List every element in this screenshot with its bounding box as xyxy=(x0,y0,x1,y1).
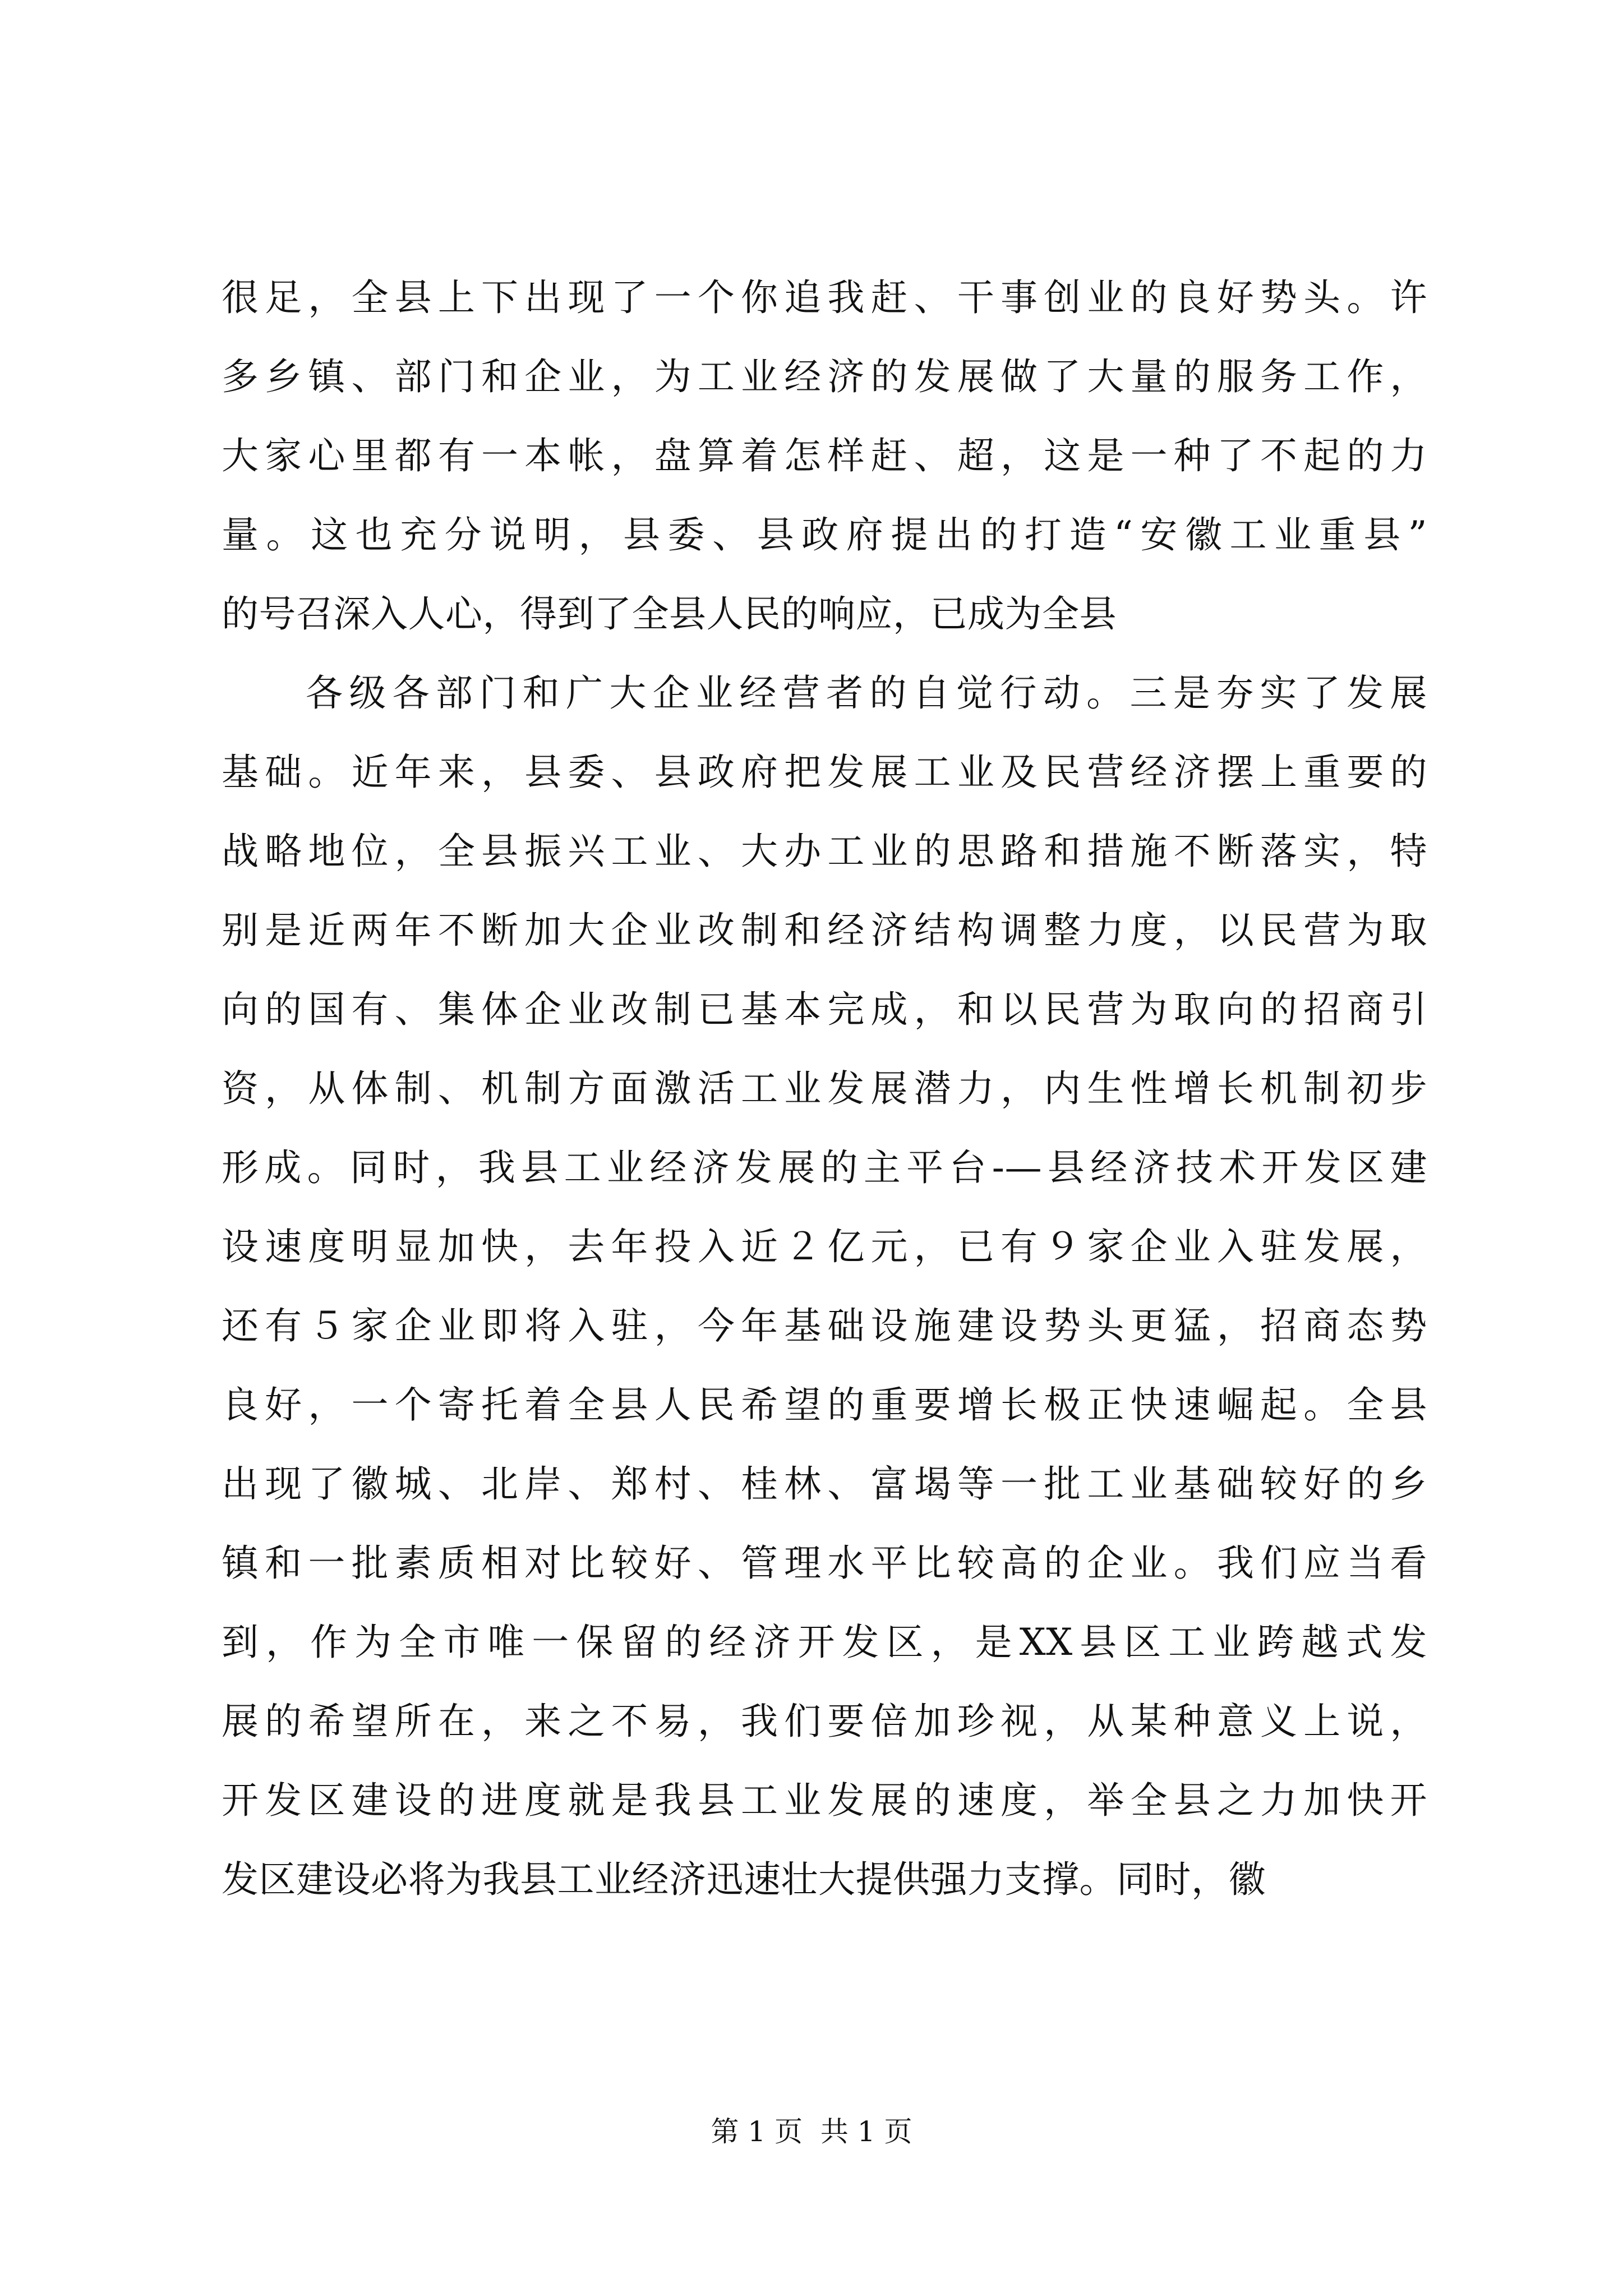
text-line: 的号召深入人心，得到了全县人民的响应，已成为全县 xyxy=(222,592,1117,636)
text-line: 到，作为全市唯一保留的经济开发区，是XX县区工业跨越式发 xyxy=(222,1621,1427,1664)
text-line: 量。这也充分说明，县委、县政府提出的打造“安徽工业重县” xyxy=(222,513,1427,556)
text-line: 很足，全县上下出现了一个你追我赶、干事创业的良好势头。许 xyxy=(222,276,1427,319)
text-line: 多乡镇、部门和企业，为工业经济的发展做了大量的服务工作， xyxy=(222,355,1427,398)
text-line: 开发区建设的进度就是我县工业发展的速度，举全县之力加快开 xyxy=(222,1779,1427,1822)
text-line: 展的希望所在，来之不易，我们要倍加珍视，从某种意义上说， xyxy=(222,1700,1427,1743)
text-line: 还有５家企业即将入驻，今年基础设施建设势头更猛，招商态势 xyxy=(222,1304,1427,1347)
text-line: 良好，一个寄托着全县人民希望的重要增长极正快速崛起。全县 xyxy=(222,1383,1427,1427)
body-text xyxy=(222,258,1427,1919)
text-line: 战略地位，全县振兴工业、大办工业的思路和措施不断落实，特 xyxy=(222,830,1427,873)
text-line: 设速度明显加快，去年投入近２亿元，已有９家企业入驻发展， xyxy=(222,1225,1427,1268)
text-line: 发区建设必将为我县工业经济迅速壮大提供强力支撑。同时，徽 xyxy=(222,1858,1266,1901)
text-line: 出现了徽城、北岸、郑村、桂林、富堨等一批工业基础较好的乡 xyxy=(222,1462,1427,1506)
text-line: 基础。近年来，县委、县政府把发展工业及民营经济摆上重要的 xyxy=(222,751,1427,794)
text-line: 大家心里都有一本帐，盘算着怎样赶、超，这是一种了不起的力 xyxy=(222,434,1427,477)
page-footer xyxy=(0,2112,1623,2151)
text-line: 各级各部门和广大企业经营者的自觉行动。三是夯实了发展 xyxy=(306,671,1427,715)
text-line: 形成。同时，我县工业经济发展的主平台-—县经济技术开发区建 xyxy=(222,1146,1427,1189)
text-line: 镇和一批素质相对比较好、管理水平比较高的企业。我们应当看 xyxy=(222,1542,1427,1585)
text-line: 向的国有、集体企业改制已基本完成，和以民营为取向的招商引 xyxy=(222,988,1427,1031)
text-line: 别是近两年不断加大企业改制和经济结构调整力度，以民营为取 xyxy=(222,909,1427,952)
page-number: 第 1 页 共 1 页 xyxy=(711,2115,912,2148)
text-line: 资，从体制、机制方面激活工业发展潜力，内生性增长机制初步 xyxy=(222,1067,1427,1110)
